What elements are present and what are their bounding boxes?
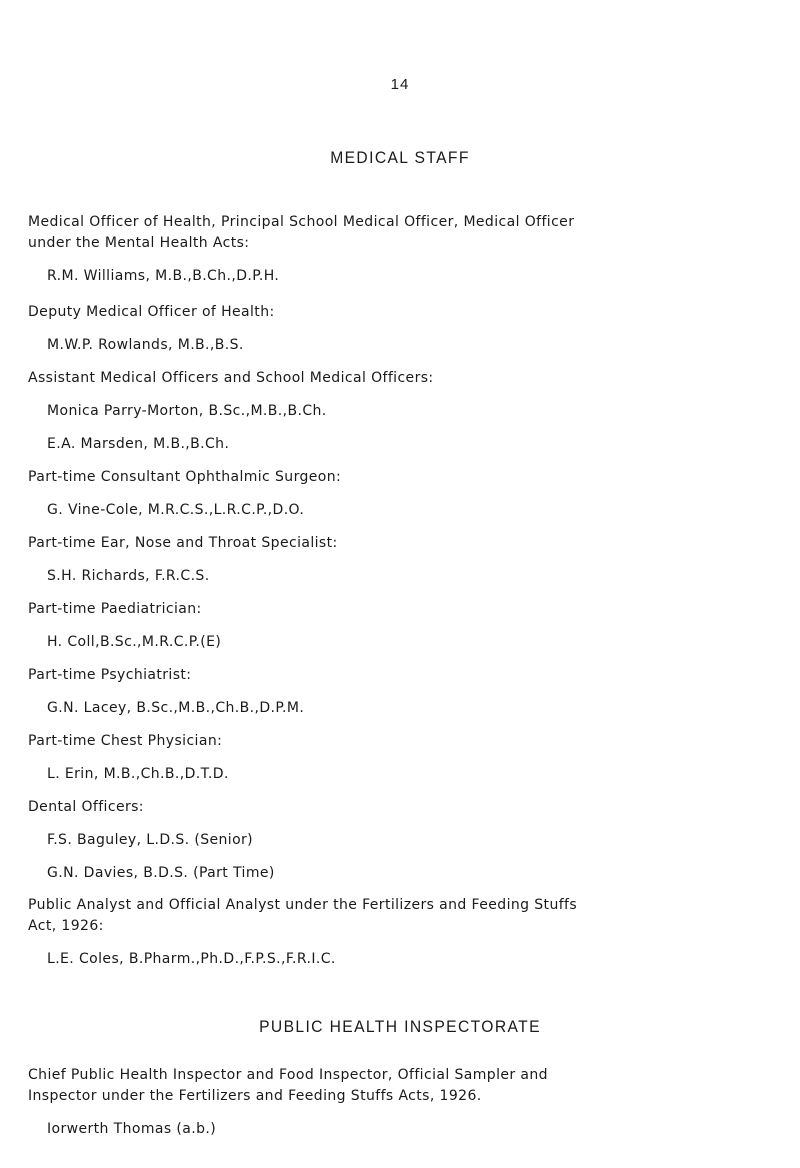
chief-title-line-2: Inspector under the Fertilizers and Feeding Stuffs Acts, 1926. [28,1088,482,1104]
medical-staff-heading: MEDICAL STAFF [330,148,470,167]
paediatrician-title: Part-time Paediatrician: [28,601,202,617]
moh-name: R.M. Williams, M.B.,B.Ch.,D.P.H. [47,268,280,284]
psychiatrist-name: G.N. Lacey, B.Sc.,M.B.,Ch.B.,D.P.M. [47,700,305,716]
ent-title: Part-time Ear, Nose and Throat Specialist: [28,535,338,551]
chief-title-line-1: Chief Public Health Inspector and Food Inspector, Official Sampler and [28,1067,548,1083]
chief-name: Iorwerth Thomas (a.b.) [47,1121,217,1137]
psychiatrist-title: Part-time Psychiatrist: [28,667,192,683]
public-health-heading: PUBLIC HEALTH INSPECTORATE [259,1017,541,1036]
ophthalmic-name: G. Vine-Cole, M.R.C.S.,L.R.C.P.,D.O. [47,502,305,518]
dental-officer-2: G.N. Davies, B.D.S. (Part Time) [47,865,275,881]
ophthalmic-title: Part-time Consultant Ophthalmic Surgeon: [28,469,342,485]
assistants-title: Assistant Medical Officers and School Medical Officers: [28,370,434,386]
deputy-name: M.W.P. Rowlands, M.B.,B.S. [47,337,244,353]
analyst-title-line-1: Public Analyst and Official Analyst under the Fertilizers and Feeding Stuffs [28,897,578,913]
paediatrician-name: H. Coll,B.Sc.,M.R.C.P.(E) [47,634,222,650]
ent-name: S.H. Richards, F.R.C.S. [47,568,210,584]
chest-title: Part-time Chest Physician: [28,733,223,749]
assistant-2-name: E.A. Marsden, M.B.,B.Ch. [47,436,230,452]
moh-title-line-2: under the Mental Health Acts: [28,235,250,251]
deputy-title: Deputy Medical Officer of Health: [28,304,275,320]
analyst-name: L.E. Coles, B.Pharm.,Ph.D.,F.P.S.,F.R.I.C. [47,951,336,967]
chest-name: L. Erin, M.B.,Ch.B.,D.T.D. [47,766,229,782]
assistant-1-name: Monica Parry-Morton, B.Sc.,M.B.,B.Ch. [47,403,327,419]
page-number: 14 [390,76,410,93]
dental-officer-1: F.S. Baguley, L.D.S. (Senior) [47,832,254,848]
moh-title-line-1: Medical Officer of Health, Principal School Medical Officer, Medical Officer [28,214,575,230]
dental-title: Dental Officers: [28,799,144,815]
analyst-title-line-2: Act, 1926: [28,918,104,934]
